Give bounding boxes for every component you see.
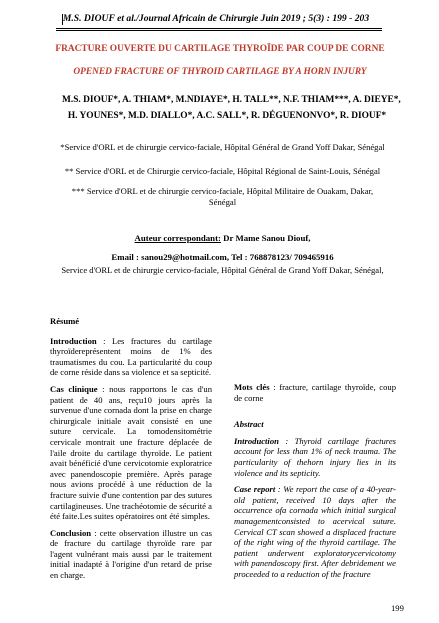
running-header-text: M.S. DIOUF et al./Journal Africain de Chirurgie Juin 2019 ; 5(3) : 199 - 203 xyxy=(62,13,370,24)
header-bar xyxy=(62,14,63,25)
resume-heading: Résumé xyxy=(50,316,80,326)
abstract-heading: Abstract xyxy=(234,419,264,430)
title-french: FRACTURE OUVERTE DU CARTILAGE THYROÏDE PAR COUP DE CORNE xyxy=(55,44,385,54)
intro-label: Introduction xyxy=(50,335,97,346)
corresponding-affiliation: Service d'ORL et de chirurgie cervico-faciale, Hôpital Général de Grand Yoff Dakar, Sénégal, xyxy=(61,265,384,275)
corresponding-label: Auteur correspondant: xyxy=(134,233,221,243)
abs-case-label: Case report xyxy=(234,484,276,495)
authors-line-1: M.S. DIOUF*, A. THIAM*, M.NDIAYE*, H. TALL**, N.F. THIAM***, A. DIEYE*, xyxy=(62,95,401,105)
right-column xyxy=(234,330,396,586)
resume-cas-clinique xyxy=(50,384,212,522)
header-rule-top xyxy=(56,28,382,29)
corresponding-author xyxy=(60,233,385,243)
abs-case-text: : We report the case of a 40-year-old patient, received 10 days after the occurrence ofa cornada which initial surgical managementconsisted to acervical suture. Cervical CT scan showed a displaced fracture of the right wing of the thyroid cartilage. The patient underwent exploratorycervicotomy with panendoscopy first. After debridement we proceeded to a reduction of the fracture xyxy=(234,484,397,579)
header-rule-bottom xyxy=(56,30,382,31)
abs-intro-text: : Thyroid cartilage fractures account for less than 1% of neck trauma. The particularity of thehorn injury lies in its violence and its septicity. xyxy=(234,435,396,478)
mots-cles-label: Mots clés xyxy=(234,382,270,392)
contact-line: Email : sanou29@hotmail.com, Tel : 768878123/ 709465916 xyxy=(111,252,334,262)
conclusion-label: Conclusion xyxy=(50,527,92,538)
abstract-case-report xyxy=(234,484,396,579)
left-column xyxy=(50,316,212,587)
authors-line-2: H. YOUNES*, M.D. DIALLO*, A.C. SALL*, R. DÉGUENONVO*, R. DIOUF* xyxy=(67,111,387,121)
resume-introduction xyxy=(50,336,212,378)
corresponding-name: Dr Mame Sanou Diouf, xyxy=(220,233,311,243)
cas-text: : nous rapportons le cas d'un patient de 40 ans, reçu10 jours après la survenue d'une cornada dont la prise en charge chirurgicale initiale avait consisté en une suture cervicale. La tomodensitométrie cervicale montrait une fracture déplacée de l'aile droite du cartilage thyroïde. Le patient avait bénéficié d'une cervicotomie exploratrice avec panendoscopie première. Après parage nous avions procédé à une réduction de la fracture suivie d'une contention par des sutures cartilagineuses. Une trachéotomie de sécurité a été faite.Les suites opératoires ont été simples. xyxy=(50,383,212,522)
mots-cles-text: : fracture, cartilage thyroïde, coup de corne xyxy=(234,382,396,403)
affiliation-1: *Service d'ORL et de chirurgie cervico-faciale, Hôpital Général de Grand Yoff Dakar, Sénégal xyxy=(60,142,385,152)
cas-label: Cas clinique xyxy=(50,383,98,394)
abstract-introduction xyxy=(234,436,396,478)
resume-conclusion xyxy=(50,528,212,581)
page-number: 199 xyxy=(391,603,404,613)
abs-intro-label: Introduction xyxy=(234,435,279,446)
running-header xyxy=(56,13,376,27)
mots-cles xyxy=(234,382,396,403)
title-english: OPENED FRACTURE OF THYROID CARTILAGE BY A HORN INJURY xyxy=(73,67,367,77)
conclusion-text: : cette observation illustre un cas de fracture du cartilage thyroïde rare par l'agent vulnérant mais aussi par le traitement initial inadapté à l'origine d'un retard de prise en charge. xyxy=(50,527,212,581)
intro-text: : Les fractures du cartilage thyroïdereprésentent moins de 1% des traumatismes du cou. La particularité du coup de corne réside dans sa violence et sa septicité. xyxy=(50,335,212,378)
affiliation-2: ** Service d'ORL et de Chirurgie cervico-faciale, Hôpital Régional de Saint-Louis, Sénégal xyxy=(64,166,381,176)
affiliation-3: *** Service d'ORL et de chirurgie cervico-faciale, Hôpital Militaire de Ouakam, Dakar, Sénégal xyxy=(71,186,374,207)
